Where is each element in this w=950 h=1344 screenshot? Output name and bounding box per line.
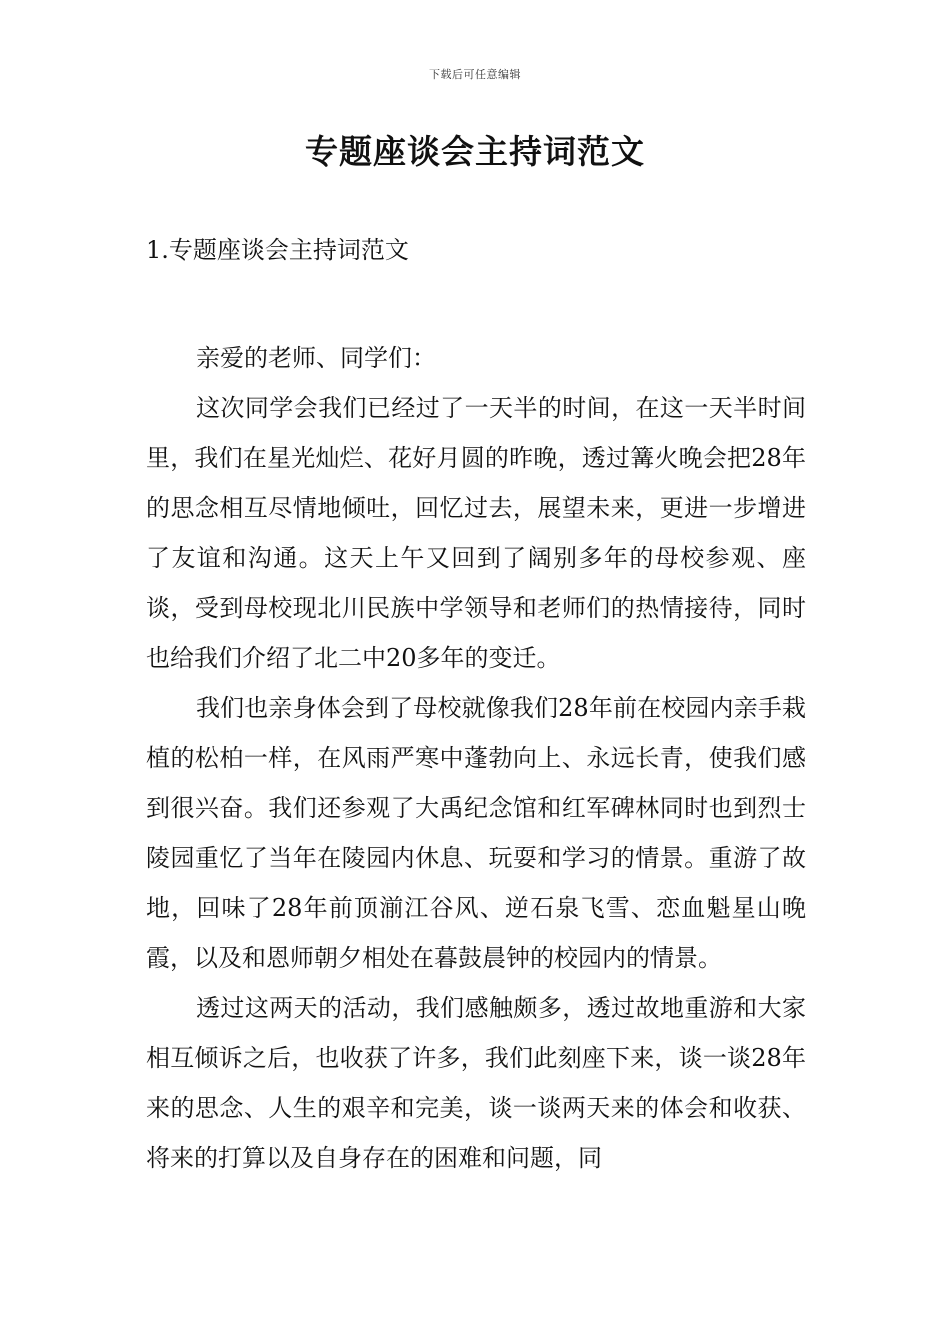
section-heading: 1.专题座谈会主持词范文: [146, 236, 409, 264]
body-text: [146, 333, 806, 1183]
document-title: 专题座谈会主持词范文: [305, 132, 645, 171]
paragraph: 透过这两天的活动，我们感触颇多，透过故地重游和大家相互倾诉之后，也收获了许多，我们此刻座下来，谈一谈28年来的思念、人生的艰辛和完美，谈一谈两天来的体会和收获、将来的打算以及自身存在的困难和问题，同: [146, 994, 806, 1172]
header-note: 下载后可任意编辑: [429, 68, 521, 81]
paragraph: 这次同学会我们已经过了一天半的时间，在这一天半时间里，我们在星光灿烂、花好月圆的昨晚，透过篝火晚会把28年的思念相互尽情地倾吐，回忆过去，展望未来，更进一步增进了友谊和沟通。这天上午又回到了阔别多年的母校参观、座谈，受到母校现北川民族中学领导和老师们的热情接待，同时也给我们介绍了北二中20多年的变迁。: [146, 394, 806, 672]
paragraph-salutation: 亲爱的老师、同学们：: [196, 344, 436, 372]
paragraph: 我们也亲身体会到了母校就像我们28年前在校园内亲手栽植的松柏一样，在风雨严寒中蓬勃向上、永远长青，使我们感到很兴奋。我们还参观了大禹纪念馆和红军碑林同时也到烈士陵园重忆了当年在陵园内休息、玩耍和学习的情景。重游了故地，回味了28年前顶湔江谷风、逆石泉飞雪、恋血魁星山晚霞，以及和恩师朝夕相处在暮鼓晨钟的校园内的情景。: [146, 694, 806, 972]
